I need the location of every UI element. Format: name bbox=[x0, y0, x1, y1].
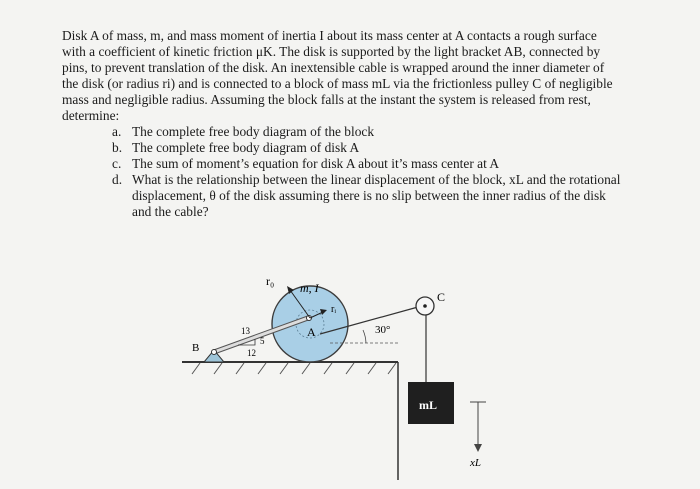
label-xL: xL bbox=[470, 457, 481, 469]
label-angle: 30° bbox=[375, 324, 391, 336]
angle-arc bbox=[363, 330, 366, 343]
label-ro: r₀ bbox=[266, 274, 275, 288]
label-C: C bbox=[437, 290, 446, 304]
slope-label-12: 12 bbox=[247, 348, 256, 358]
question-text: The complete free body diagram of disk A bbox=[132, 140, 360, 155]
question-label: a. bbox=[112, 124, 122, 139]
label-A: A bbox=[307, 325, 316, 339]
xL-arrowhead bbox=[474, 444, 482, 452]
question-label: c. bbox=[112, 156, 122, 171]
disk-A bbox=[272, 286, 348, 362]
question-text: What is the relationship between the linear displacement of the block, xL and the rotational displacement, θ of the disk assuming there is no slip between the inner radius of the disk and the cable? bbox=[132, 172, 621, 219]
question-label: d. bbox=[112, 172, 123, 187]
problem-intro: Disk A of mass, m, and mass moment of inertia I about its mass center at A contacts a rough surface with a coefficient of kinetic friction μK. The disk is supported by the light bracket AB, connected by pins, to prevent translation of the disk. An inextensible cable is wrapped around the inner diameter of the disk (or radius ri) and is connected to a block of mass mL via the frictionless pulley C of negligible mass and negligible radius. Assuming the block falls at the instant the system is released from rest, determine: bbox=[62, 28, 613, 123]
question-label: b. bbox=[112, 140, 123, 155]
slope-label-13: 13 bbox=[241, 326, 250, 336]
xL-arrow bbox=[470, 402, 486, 446]
question-text: The sum of moment’s equation for disk A about it’s mass center at A bbox=[132, 156, 500, 171]
label-mass-inertia: m, I bbox=[300, 281, 319, 295]
block-label: mL bbox=[419, 398, 437, 412]
label-ri: rᵢ bbox=[331, 304, 336, 315]
label-B: B bbox=[192, 342, 200, 354]
question-text: The complete free body diagram of the block bbox=[132, 124, 375, 139]
pulley-C-axle bbox=[423, 304, 427, 308]
ground-surface bbox=[182, 362, 398, 480]
slope-label-5: 5 bbox=[260, 336, 265, 346]
